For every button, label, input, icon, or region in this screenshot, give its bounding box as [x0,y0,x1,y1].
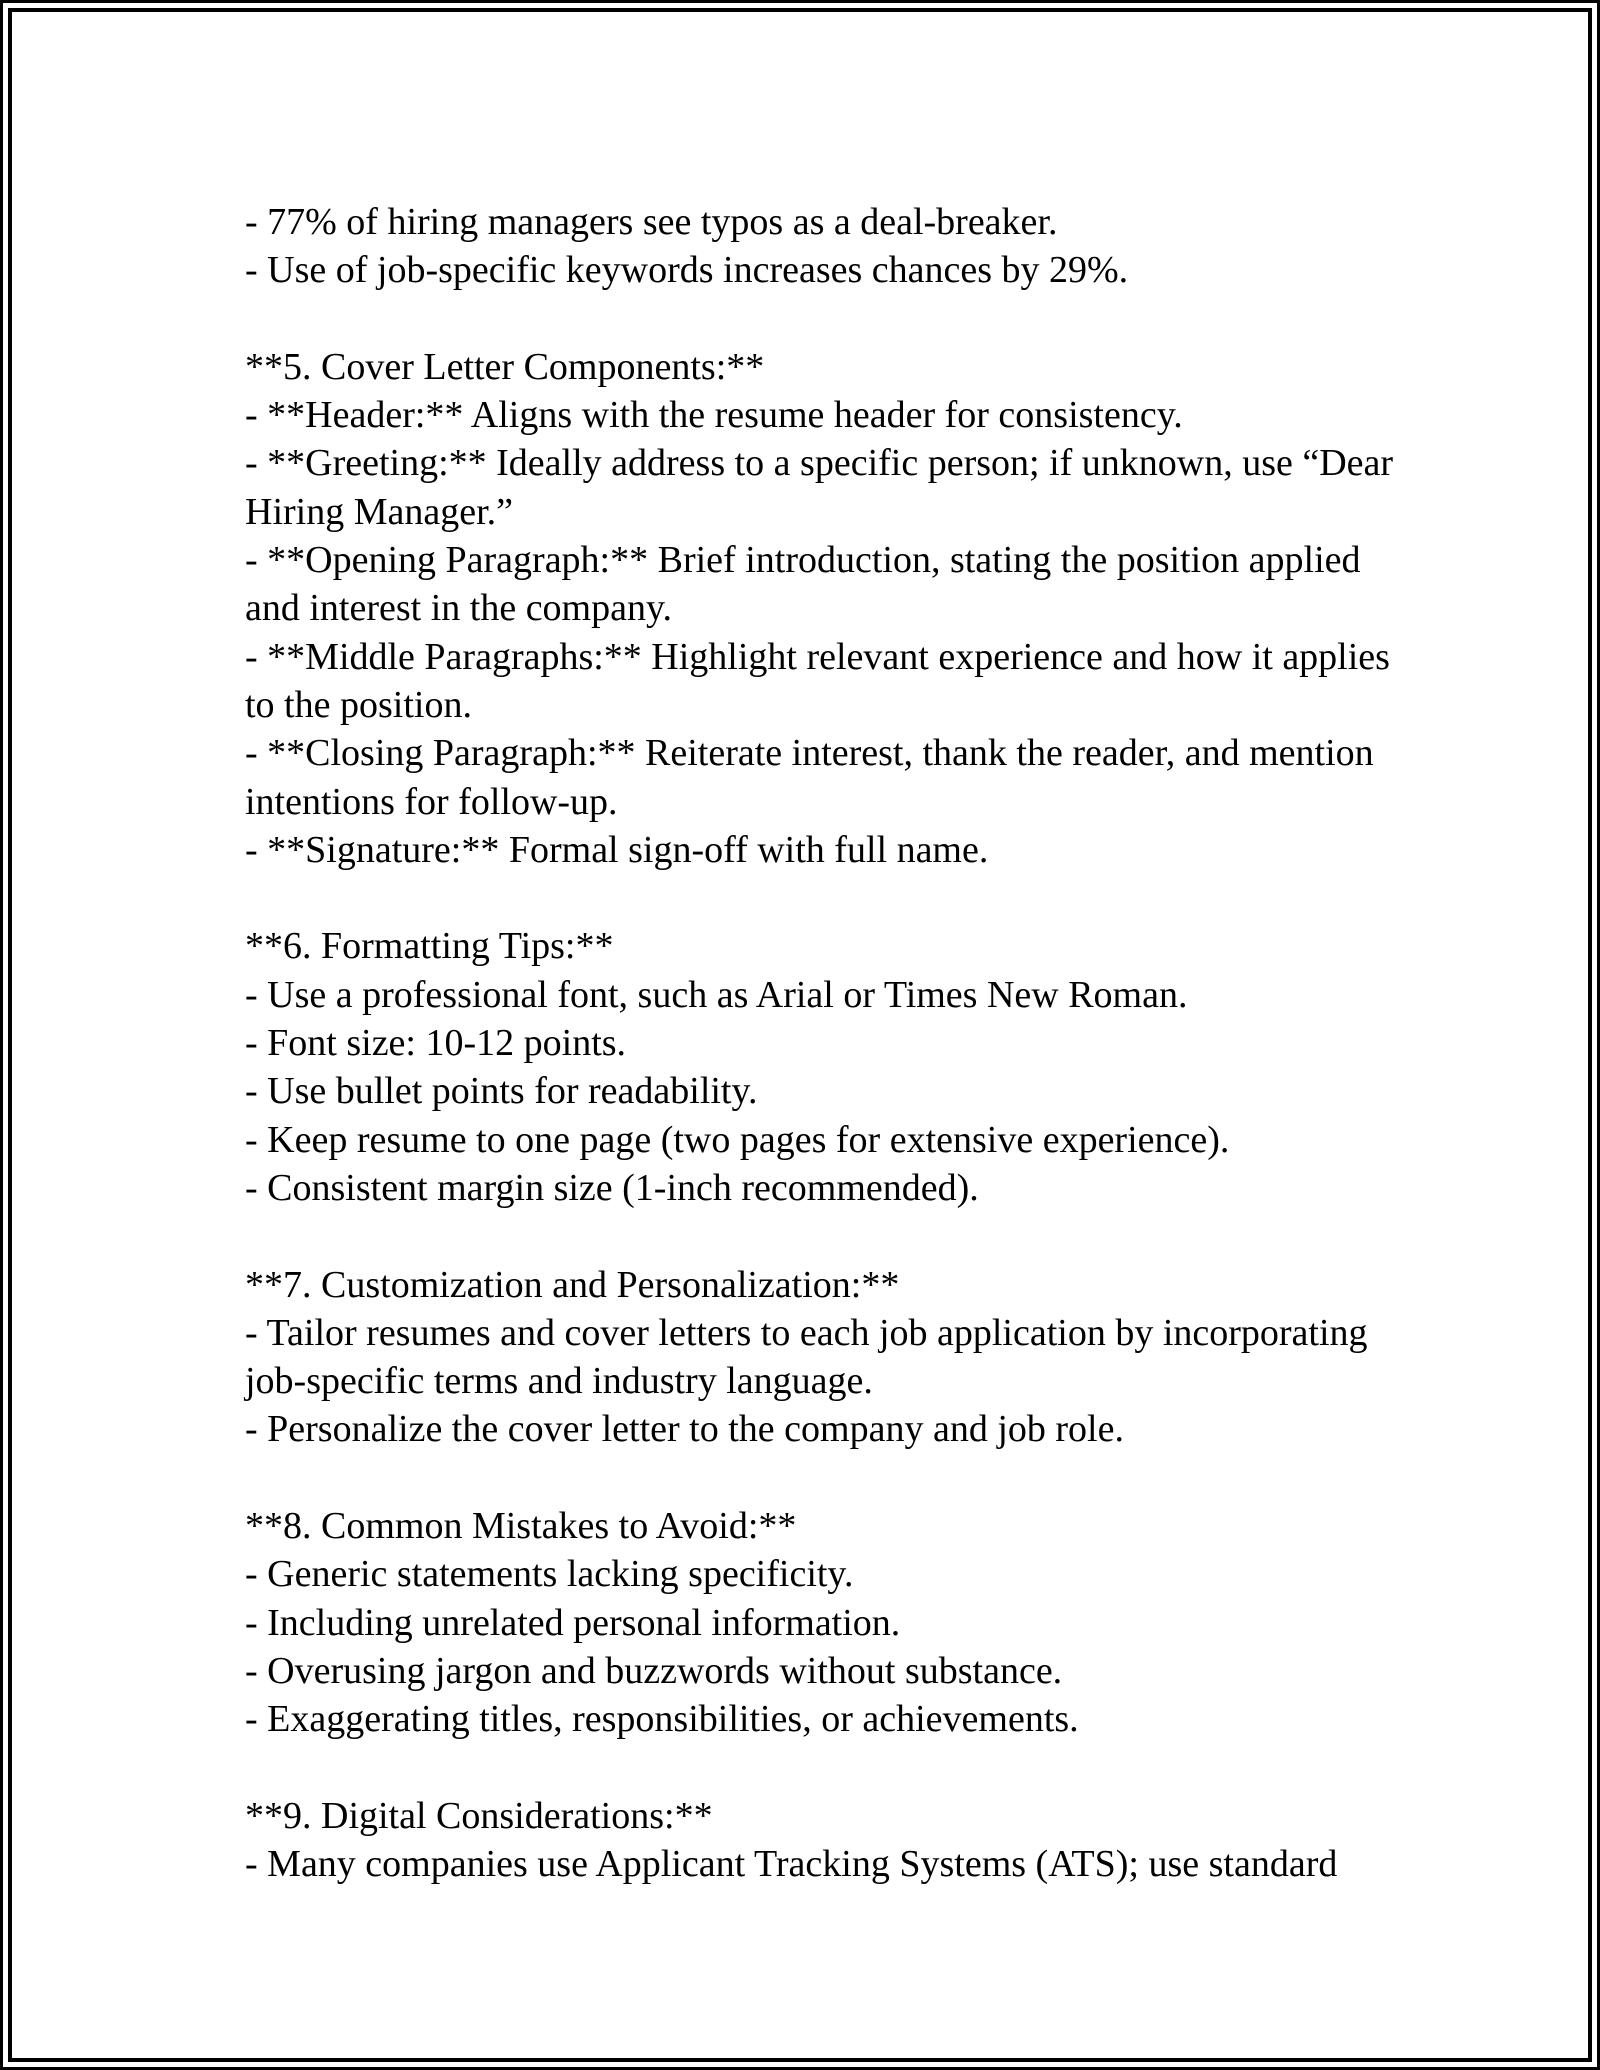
text-line: - Use a professional font, such as Arial or Times New Roman. [245,973,1188,1016]
blank-line [245,874,1435,922]
text-line: - 77% of hiring managers see typos as a deal-breaker. [245,201,1058,243]
text-line: - **Opening Paragraph:** Brief introduction, stating the position applied [245,539,1361,582]
text-line: - Keep resume to one page (two pages for extensive experience). [245,1118,1230,1161]
text-line: job-specific terms and industry language. [245,1360,873,1403]
text-line: - **Greeting:** Ideally address to a specific person; if unknown, use “Dear [245,442,1394,485]
text-line: - Use of job-specific keywords increases chances by 29%. [245,249,1129,292]
text-line: - Use bullet points for readability. [245,1070,758,1113]
text-line: - **Header:** Aligns with the resume header for consistency. [245,394,1183,437]
text-line: intentions for follow-up. [245,780,618,823]
text-line: - **Closing Paragraph:** Reiterate interest, thank the reader, and mention [245,732,1374,775]
text-line: - Generic statements lacking specificity. [245,1553,854,1596]
text-line: - Personalize the cover letter to the company and job role. [245,1408,1124,1451]
text-line: - Exaggerating titles, responsibilities, or achievements. [245,1698,1079,1741]
text-line: - Including unrelated personal information. [245,1601,901,1644]
blank-line [245,1212,1435,1260]
blank-line [245,1744,1435,1792]
text-line: Hiring Manager.” [245,490,514,533]
text-line: - **Middle Paragraphs:** Highlight relevant experience and how it applies [245,635,1390,678]
heading-line: **6. Formatting Tips:** [245,925,614,968]
text-line: - Overusing jargon and buzzwords without substance. [245,1649,1063,1692]
text-line: - Consistent margin size (1-inch recommended). [245,1166,979,1209]
heading-line: **9. Digital Considerations:** [245,1794,713,1837]
text-line: - Tailor resumes and cover letters to each job application by incorporating [245,1311,1368,1354]
heading-line: **8. Common Mistakes to Avoid:** [245,1505,797,1548]
text-line: - Font size: 10-12 points. [245,1022,627,1065]
text-line: to the position. [245,683,472,726]
text-line: and interest in the company. [245,587,673,630]
heading-line: **7. Customization and Personalization:** [245,1263,900,1306]
blank-line [245,295,1435,343]
document-text [245,198,1435,1888]
text-line: - Many companies use Applicant Tracking Systems (ATS); use standard [245,1843,1338,1886]
page-border-inner [8,8,1592,2062]
blank-line [245,1454,1435,1502]
heading-line: **5. Cover Letter Components:** [245,345,765,388]
text-line: - **Signature:** Formal sign-off with full name. [245,828,989,871]
